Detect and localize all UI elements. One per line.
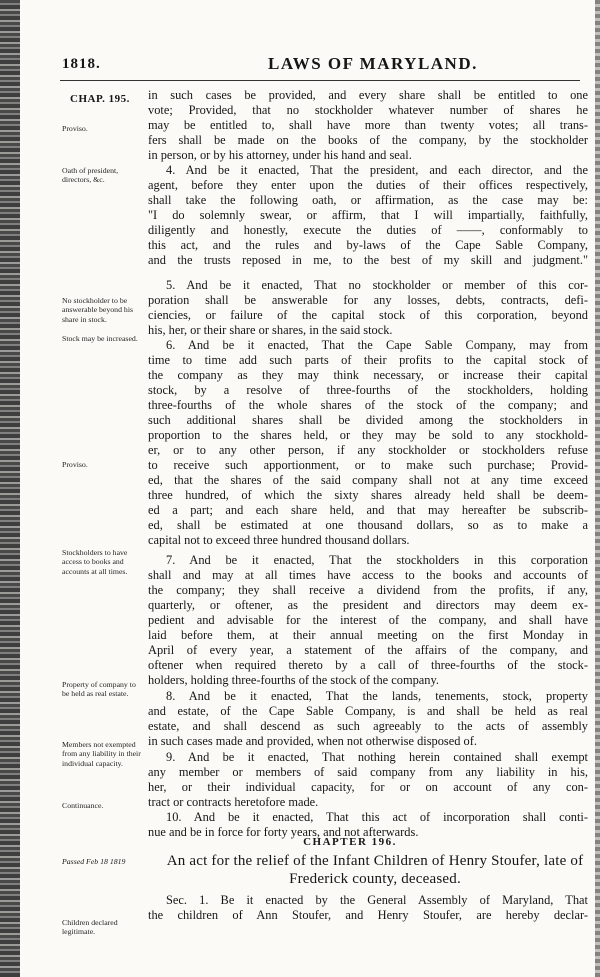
text-line: oftener when required thereto by a call of three-fourths of the stock-	[148, 658, 588, 672]
text-line: proportion to the shares held, or they may be sold to any stockhold-	[148, 428, 588, 442]
text-line: shall take the following oath, or affirmation, as the case may be:	[148, 193, 588, 207]
act-title: An act for the relief of the Infant Children of Henry Stoufer, late of Frederick county, deceased.	[166, 853, 584, 887]
text-line: er, or to any other person, if any stockholder or stockholders refuse	[148, 443, 588, 457]
text-line: 10. And be it enacted, That this act of incorporation shall conti-	[166, 810, 588, 824]
margin-note: No stockholder to be answerable beyond his share in stock.	[62, 296, 134, 324]
text-line: holders, holding three-fourths of the stock of the company.	[148, 673, 439, 687]
text-line: the company as they may think necessary, or increase their capital	[148, 368, 588, 382]
text-line: in such cases be provided, and every share shall be entitled to one	[148, 88, 588, 102]
text-line: 7. And be it enacted, That the stockholders in this corporation	[166, 553, 588, 567]
margin-note: Children declared legitimate.	[62, 918, 118, 937]
text-line: April of every year, a statement of the affairs of the company, and	[148, 643, 588, 657]
text-line: the children of Ann Stoufer, and Henry Stoufer, are hereby declar-	[148, 908, 588, 922]
text-line: stock, by a resolve of three-fourths of the stockholders, holding	[148, 383, 588, 397]
header-rule	[60, 80, 580, 81]
text-line: agent, before they enter upon the duties of their offices respectively,	[148, 178, 588, 192]
text-line: shall and may at all times have access to the books and accounts of	[148, 568, 588, 582]
text-line: nue and be in force for forty years, and not afterwards.	[148, 825, 419, 839]
margin-note: Stock may be increased.	[62, 334, 138, 343]
margin-note: Oath of president, directors, &c.	[62, 166, 119, 185]
margin-note: Members not exempted from any liability in their individual capacity.	[62, 740, 141, 768]
header-year: 1818.	[62, 56, 101, 72]
text-line: pedient and advisable for the interest of the company, and shall have	[148, 613, 588, 627]
text-line: time to time add such parts of their profits to the capital stock of	[148, 353, 588, 367]
header-title: LAWS OF MARYLAND.	[268, 54, 478, 73]
passed-date-note: Passed Feb 18 1819	[62, 857, 126, 866]
text-line: in such cases made and provided, when not otherwise disposed of.	[148, 734, 477, 748]
text-line: this act, and the rules and by-laws of the Cape Sable Company,	[148, 238, 588, 252]
text-line: his, her, or their share or shares, in the said stock.	[148, 323, 393, 337]
text-line: quarterly, or oftener, as the president and directors may deem ex-	[148, 598, 588, 612]
text-line: capital not to exceed three hundred thousand dollars.	[148, 533, 410, 547]
running-header	[40, 54, 590, 76]
margin-note: Continuance.	[62, 801, 104, 810]
margin-note: Property of company to be held as real estate.	[62, 680, 136, 699]
text-line: and the trusts reposed in me, to the best of my skill and judgment."	[148, 253, 588, 267]
text-line: any member or members of said company from any liability in his,	[148, 765, 588, 779]
margin-note: Proviso.	[62, 124, 88, 133]
text-line: 9. And be it enacted, That nothing herein contained shall exempt	[166, 750, 588, 764]
text-line: diligently and honestly, execute the duties of ——, conformably to	[148, 223, 588, 237]
text-line: three hundred, of which the sixty shares already held shall be deem-	[148, 488, 588, 502]
text-line: the company; they shall receive a dividend from the profits, if any,	[148, 583, 588, 597]
text-line: fers shall be made on the books of the company, by the stockholder	[148, 133, 588, 147]
scanned-page-edge	[595, 0, 600, 977]
text-line: may be entitled to, shall have more than twenty votes; all trans-	[148, 118, 588, 132]
text-line: three-fourths of the whole shares of the stock of the company; and	[148, 398, 588, 412]
text-line: vote; Provided, that no stockholder whatever number of shares he	[148, 103, 588, 117]
text-line: 8. And be it enacted, That the lands, tenements, stock, property	[166, 689, 588, 703]
text-line: poration shall be answerable for any losses, debts, contracts, defi-	[148, 293, 588, 307]
margin-note: Proviso.	[62, 460, 88, 469]
text-line: in person, or by his attorney, under his hand and seal.	[148, 148, 412, 162]
margin-note: Stockholders to have access to books and accounts at all times.	[62, 548, 128, 576]
text-line: ed, that the shares of the said company shall not at any time exceed	[148, 473, 588, 487]
text-line: and estate, of the Cape Sable Company, is and shall be held as real	[148, 704, 588, 718]
text-line: 5. And be it enacted, That no stockholder or member of this cor-	[166, 278, 588, 292]
text-line: Sec. 1. Be it enacted by the General Assembly of Maryland, That	[166, 893, 588, 907]
scanned-binding-edge	[0, 0, 20, 977]
text-line: laid before them, at their annual meeting on the first Monday in	[148, 628, 588, 642]
text-line: 4. And be it enacted, That the president, and each director, and the	[166, 163, 588, 177]
chapter-label: CHAP. 195.	[70, 93, 130, 105]
text-line: ciencies, or failure of the capital stock of this corporation, beyond	[148, 308, 588, 322]
text-line: ed a part; and each share held, and that may hereafter be subscrib-	[148, 503, 588, 517]
text-line: such additional shares shall be divided among the stockholders in	[148, 413, 588, 427]
text-line: to receive such apportionment, or to make such purchase; Provid-	[148, 458, 588, 472]
text-line: "I do solemnly swear, or affirm, that I will impartially, faithfully,	[148, 208, 588, 222]
text-line: tract or contracts heretofore made.	[148, 795, 319, 809]
text-line: ed, shall be estimated at one thousand dollars, so as to make a	[148, 518, 588, 532]
chapter-196-heading: CHAPTER 196.	[303, 836, 397, 848]
text-line: 6. And be it enacted, That the Cape Sable Company, may from	[166, 338, 588, 352]
text-line: her, or their individual capacity, for or on account of any con-	[148, 780, 588, 794]
text-line: estate, and shall descend as such agreeably to the acts of assembly	[148, 719, 588, 733]
